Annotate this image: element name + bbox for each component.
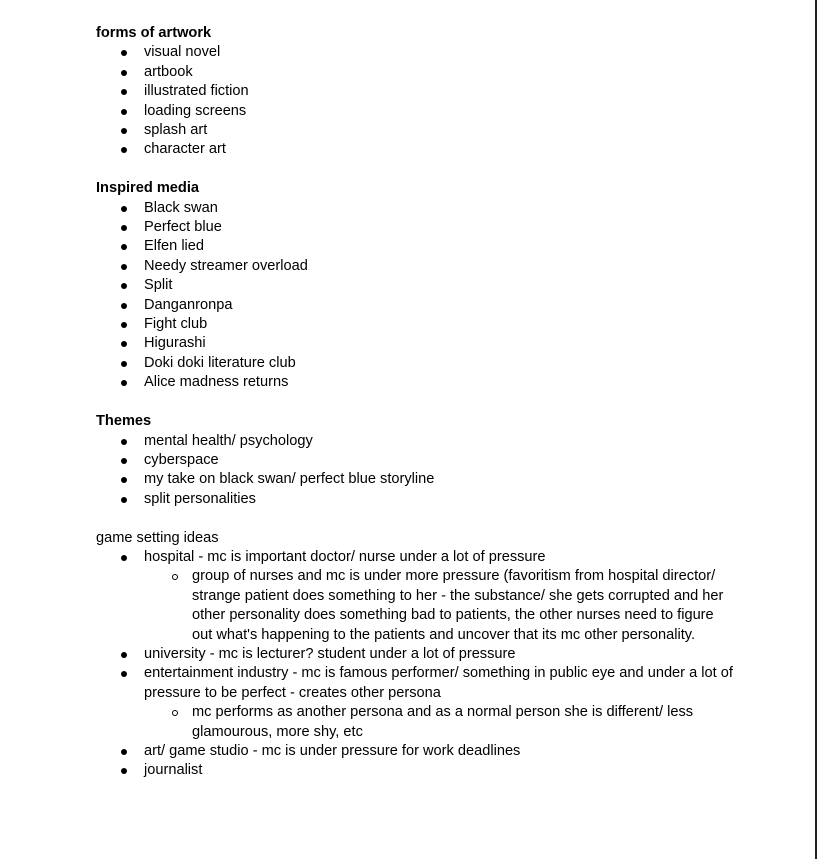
- list-item: [96, 664, 736, 742]
- bullet-list: [96, 43, 736, 159]
- bullet-icon: [121, 749, 127, 755]
- sub-list-item-text: mc performs as another persona and as a normal person she is different/ less glamourous, more shy, etc: [192, 704, 694, 740]
- sub-list-item: [144, 703, 732, 742]
- bullet-icon: [121, 128, 127, 134]
- bullet-icon: [121, 303, 127, 309]
- section-themes: [96, 412, 736, 509]
- list-item: [96, 63, 736, 82]
- list-item-text: artbook: [144, 63, 193, 80]
- bullet-icon: [121, 458, 127, 464]
- list-item-text: mental health/ psychology: [144, 432, 313, 449]
- list-item-text: Alice madness returns: [144, 374, 289, 391]
- bullet-icon: [121, 497, 127, 503]
- bullet-icon: [121, 671, 127, 677]
- section-heading: Inspired media: [96, 180, 199, 197]
- list-item: [96, 43, 736, 62]
- sub-list-item-text: group of nurses and mc is under more pressure (favoritism from hospital director/ strange patient does something to her - the substance/ she gets corrupted and her other personality does something bad to patients, the other nurses need to figure out what's happening to the patients and uncover that its mc other personality.: [192, 568, 724, 643]
- list-item-text: Black swan: [144, 199, 218, 216]
- list-item: [96, 121, 736, 140]
- list-item: [96, 315, 736, 334]
- list-item: [96, 237, 736, 256]
- section-forms-of-artwork: [96, 24, 736, 160]
- sub-bullet-list: [144, 567, 736, 645]
- bullet-icon: [121, 225, 127, 231]
- list-item: [96, 257, 736, 276]
- list-item: [96, 199, 736, 218]
- list-item-text: Danganronpa: [144, 296, 233, 313]
- list-item: [96, 432, 736, 451]
- section-heading: game setting ideas: [96, 529, 219, 546]
- list-item-text: Elfen lied: [144, 238, 205, 255]
- list-item-text: Needy streamer overload: [144, 257, 308, 274]
- list-item-text: entertainment industry - mc is famous performer/ something in public eye and under a lot of pressure to be perfect - creates other persona: [144, 665, 733, 701]
- list-item-text: loading screens: [144, 102, 247, 119]
- list-item-text: art/ game studio - mc is under pressure for work deadlines: [144, 742, 521, 759]
- list-item-text: Doki doki literature club: [144, 354, 296, 371]
- list-item: [96, 276, 736, 295]
- list-item-text: Fight club: [144, 316, 208, 333]
- list-item: [96, 296, 736, 315]
- bullet-icon: [121, 206, 127, 212]
- bullet-icon: [121, 147, 127, 153]
- list-item-text: Higurashi: [144, 335, 206, 352]
- list-item-text: hospital - mc is important doctor/ nurse under a lot of pressure: [144, 548, 546, 565]
- list-item-text: university - mc is lecturer? student under a lot of pressure: [144, 645, 516, 662]
- list-item-text: illustrated fiction: [144, 83, 249, 100]
- section-game-setting-ideas: [96, 529, 736, 781]
- bullet-icon: [121, 555, 127, 561]
- list-item-text: visual novel: [144, 44, 221, 61]
- list-item-text: my take on black swan/ perfect blue storyline: [144, 471, 435, 488]
- bullet-icon: [121, 89, 127, 95]
- bullet-list: [96, 432, 736, 510]
- list-item-text: cyberspace: [144, 451, 219, 468]
- list-item: [96, 82, 736, 101]
- list-item-text: Perfect blue: [144, 219, 222, 236]
- list-item-text: splash art: [144, 122, 208, 139]
- list-item-text: journalist: [144, 762, 203, 779]
- list-item: [96, 102, 736, 121]
- bullet-icon: [121, 322, 127, 328]
- hollow-bullet-icon: [172, 574, 178, 580]
- bullet-icon: [121, 768, 127, 774]
- sub-bullet-list: [144, 703, 736, 742]
- section-heading: Themes: [96, 413, 152, 430]
- bullet-icon: [121, 652, 127, 658]
- hollow-bullet-icon: [172, 710, 178, 716]
- list-item: [96, 354, 736, 373]
- list-item-text: Split: [144, 277, 173, 294]
- list-item: [96, 218, 736, 237]
- bullet-icon: [121, 439, 127, 445]
- bullet-icon: [121, 283, 127, 289]
- list-item-text: split personalities: [144, 490, 256, 507]
- bullet-icon: [121, 361, 127, 367]
- bullet-list: [96, 548, 736, 781]
- list-item: [96, 470, 736, 489]
- list-item: [96, 334, 736, 353]
- bullet-icon: [121, 380, 127, 386]
- sub-list-item: [144, 567, 732, 645]
- document-body[interactable]: [96, 24, 736, 800]
- list-item: [96, 490, 736, 509]
- bullet-icon: [121, 341, 127, 347]
- section-inspired-media: [96, 179, 736, 392]
- bullet-icon: [121, 477, 127, 483]
- bullet-icon: [121, 70, 127, 76]
- section-heading: forms of artwork: [96, 25, 212, 41]
- bullet-list: [96, 199, 736, 393]
- list-item: [96, 548, 736, 645]
- list-item-text: character art: [144, 141, 226, 158]
- bullet-icon: [121, 109, 127, 115]
- bullet-icon: [121, 264, 127, 270]
- list-item: [96, 645, 736, 664]
- bullet-icon: [121, 244, 127, 250]
- list-item: [96, 140, 736, 159]
- list-item: [96, 451, 736, 470]
- bullet-icon: [121, 50, 127, 56]
- list-item: [96, 742, 736, 761]
- list-item: [96, 373, 736, 392]
- list-item: [96, 761, 736, 780]
